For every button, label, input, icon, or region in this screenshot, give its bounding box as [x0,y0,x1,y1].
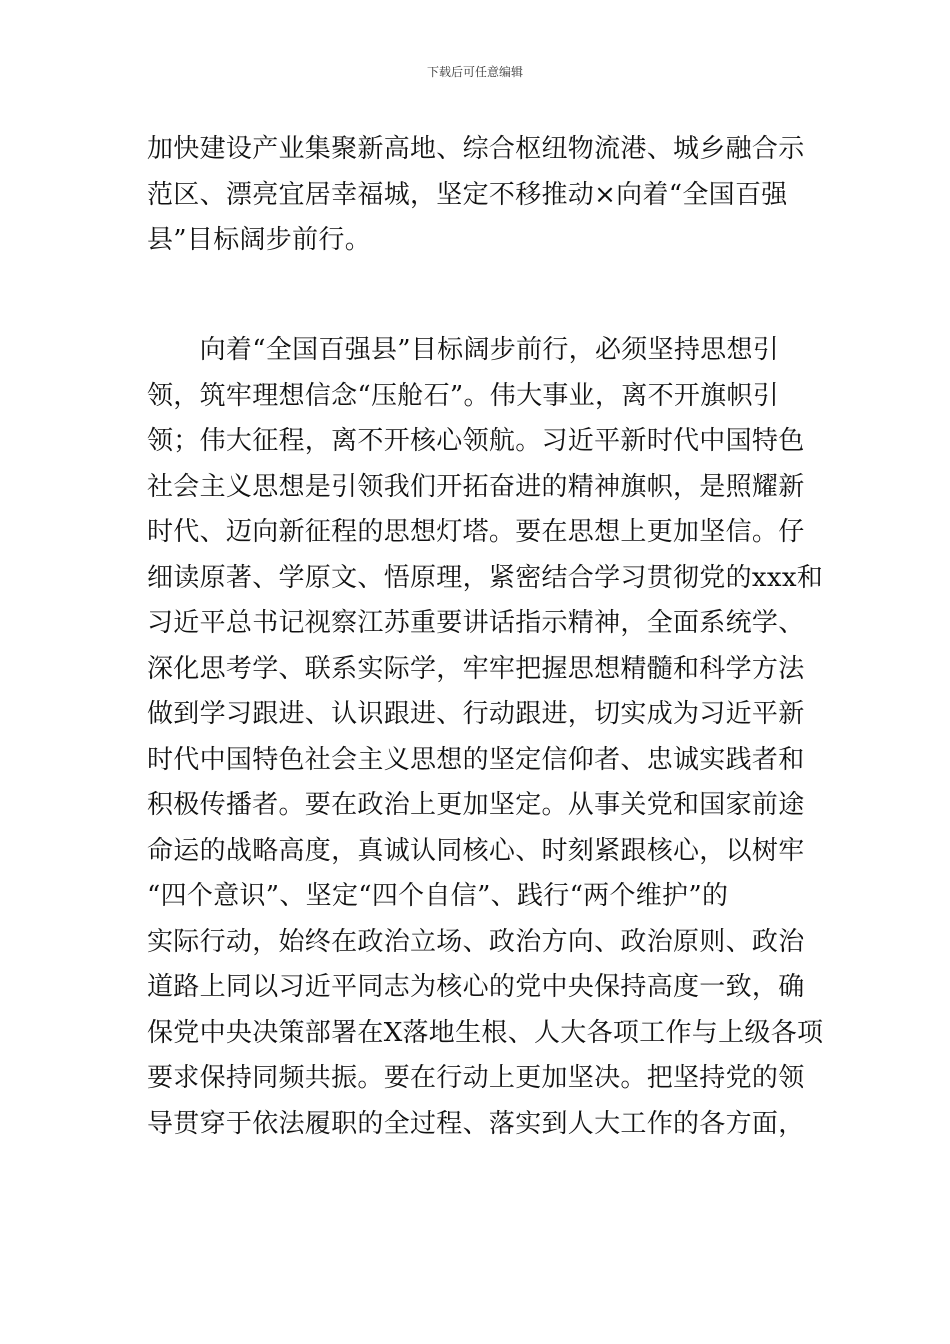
paragraph-2 [147,328,824,1147]
text-line: 向着“全国百强县”目标阔步前行，必须坚持思想引 [147,335,780,365]
text-line: 习近平总书记视察江苏重要讲话指示精神，全面系统学、 [147,608,805,638]
text-line: 要求保持同频共振。要在行动上更加坚决。把坚持党的领 [147,1063,805,1093]
text-line: 领；伟大征程，离不开核心领航。习近平新时代中国特色 [147,426,805,456]
text-line: 时代中国特色社会主义思想的坚定信仰者、忠诚实践者和 [147,744,805,775]
page-header: 下载后可任意编辑 [426,65,523,79]
text-line: 时代、迈向新征程的思想灯塔。要在思想上更加坚信。仔 [147,517,805,547]
text-line: 道路上同以习近平同志为核心的党中央保持高度一致，确 [147,972,805,1002]
text-line: 命运的战略高度，真诚认同核心、时刻紧跟核心，以树牢 [147,835,805,866]
paragraph-1 [147,127,807,264]
text-line: 县”目标阔步前行。 [147,225,371,255]
text-line: 做到学习跟进、认识跟进、行动跟进，切实成为习近平新 [147,699,805,729]
text-line: 加快建设产业集聚新高地、综合枢纽物流港、城乡融合示 [147,134,805,164]
text-line: 范区、漂亮宜居幸福城，坚定不移推动×向着“全国百强 [147,179,788,210]
text-line: 实际行动，始终在政治立场、政治方向、政治原则、政治 [147,926,805,957]
text-line: 细读原著、学原文、悟原理，紧密结合学习贯彻党的xxx和 [147,562,824,593]
text-line: 导贯穿于依法履职的全过程、落实到人大工作的各方面， [147,1108,805,1139]
text-line: 深化思考学、联系实际学，牢牢把握思想精髓和科学方法 [147,653,805,684]
text-line: 保党中央决策部署在X落地生根、人大各项工作与上级各项 [147,1017,824,1048]
text-line: 社会主义思想是引领我们开拓奋进的精神旗帜，是照耀新 [147,471,805,502]
text-line: “四个意识”、坚定“四个自信”、践行“两个维护”的 [147,881,729,911]
text-line: 领，筑牢理想信念“压舱石”。伟大事业，离不开旗帜引 [147,380,780,411]
text-line: 积极传播者。要在政治上更加坚定。从事关党和国家前途 [147,790,805,820]
